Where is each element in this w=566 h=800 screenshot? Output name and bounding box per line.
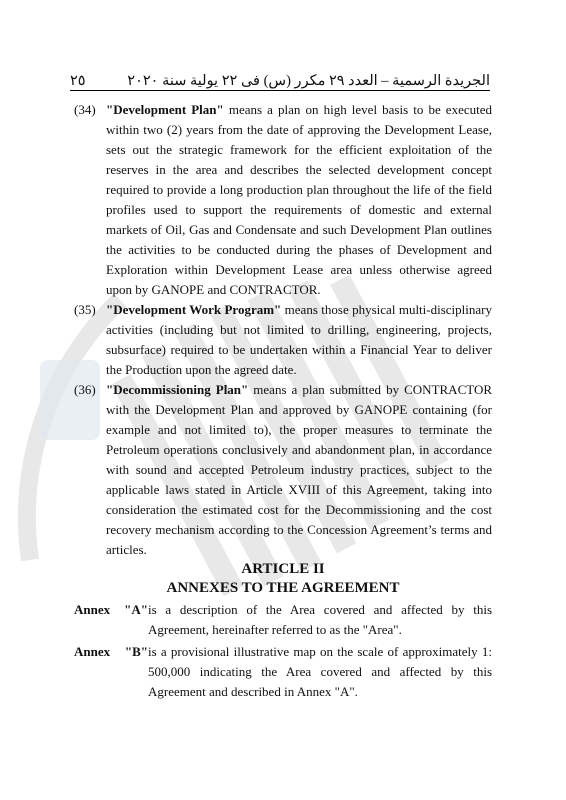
document-body	[74, 100, 492, 702]
annex-letter: "B"	[124, 644, 148, 659]
annex-text: is a description of the Area covered and affected by this Agreement, hereinafter referred to as the "Area".	[148, 602, 492, 637]
definition-body: means a plan submitted by CONTRACTOR with the Development Plan and approved by GANOPE containing (for example and not limited to), the proper measures to terminate the Petroleum operations conclusively and abandonment plan, in accordance with sound and accepted Petroleum industry practices, subject to the applicable laws stated in Article XVIII of this Agreement, taking into consideration the estimated cost for the Decommissioning and the cost recovery mechanism according to the Concession Agreement’s terms and articles.	[106, 382, 493, 557]
definition-34	[74, 100, 492, 300]
annex-word: Annex	[74, 602, 111, 617]
annex-label	[74, 642, 148, 662]
gazette-header-title: الجريدة الرسمية – العدد ٢٩ مكرر (س) فى ٢٢ يولية سنة ٢٠٢٠	[127, 73, 490, 89]
definition-text	[106, 300, 492, 380]
definition-number: (34)	[74, 102, 96, 117]
annex-text: is a provisional illustrative map on the scale of approximately 1: 500,000 indicating the Area covered and affected by this Agreement and described in Annex "A".	[148, 644, 492, 699]
annex-a	[74, 600, 492, 640]
definition-35	[74, 300, 492, 380]
definition-term: "Development Work Program"	[106, 302, 282, 317]
definition-number: (36)	[74, 382, 96, 397]
definition-term: "Development Plan"	[106, 102, 224, 117]
page-header	[70, 64, 490, 91]
definition-body: means those physical multi-disciplinary activities (including but not limited to drilling, engineering, projects, subsurface) required to be undertaken within a Financial Year to deliver the Production upon the agreed date.	[106, 302, 492, 377]
definition-term: "Decommissioning Plan"	[106, 382, 249, 397]
definition-36	[74, 380, 492, 560]
definition-text	[106, 100, 492, 300]
annex-letter: "A"	[124, 602, 148, 617]
article-number: ARTICLE II	[241, 561, 325, 577]
annex-b	[74, 642, 492, 702]
annex-label	[74, 600, 148, 620]
article-title: ANNEXES TO THE AGREEMENT	[166, 580, 400, 596]
annex-word: Annex	[74, 644, 111, 659]
definition-body: means a plan on high level basis to be executed within two (2) years from the date of approving the Development Lease, sets out the strategic framework for the efficient exploitation of the reserves in the area and describes the selected development concept required to provide a long production plan throughout the life of the field profiles used to support the requirements of domestic and external markets of Oil, Gas and Condensate and such Development Plan outlines the activities to be conducted during the phases of Development and Exploration within Development Lease area unless otherwise agreed upon by GANOPE and CONTRACTOR.	[106, 102, 492, 297]
definition-number: (35)	[74, 302, 96, 317]
page-number: ٢٥	[70, 73, 86, 89]
definition-text	[106, 380, 492, 560]
